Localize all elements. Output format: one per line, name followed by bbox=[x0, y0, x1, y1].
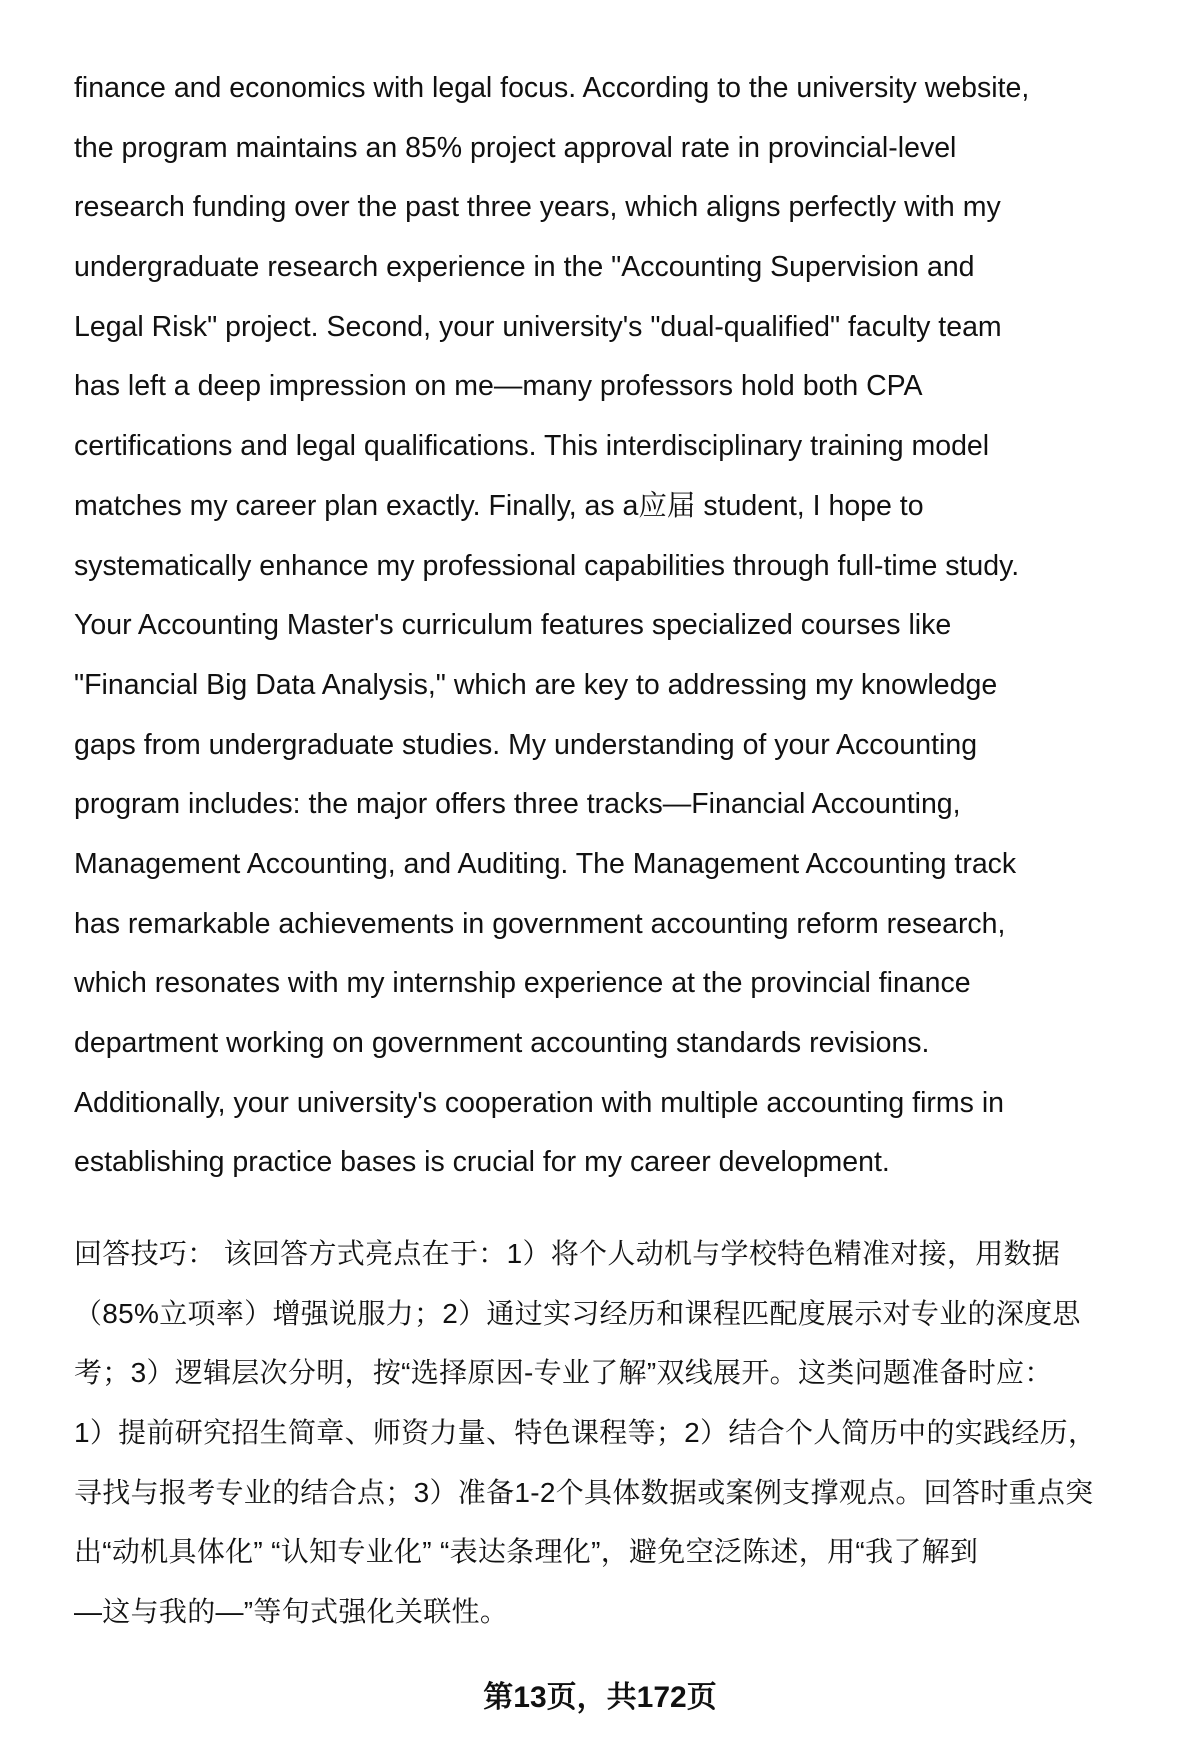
text-line: research funding over the past three years, which aligns perfectly with my bbox=[74, 191, 1001, 224]
text-line: —这与我的—”等句式强化关联性。 bbox=[74, 1596, 509, 1628]
text-line: which resonates with my internship experience at the provincial finance bbox=[74, 967, 971, 1000]
answer-tips-paragraph bbox=[74, 1224, 1184, 1642]
text-line: 出“动机具体化” “认知专业化” “表达条理化”，避免空泛陈述，用“我了解到 bbox=[74, 1536, 979, 1568]
text-line: program includes: the major offers three tracks—Financial Accounting, bbox=[74, 788, 961, 821]
text-line: matches my career plan exactly. Finally, as a应届 student, I hope to bbox=[74, 489, 924, 522]
text-line: Legal Risk" project. Second, your university's "dual-qualified" faculty team bbox=[74, 310, 1002, 343]
text-line: has remarkable achievements in government accounting reform research, bbox=[74, 907, 1006, 940]
body-paragraph bbox=[74, 59, 1184, 1193]
text-line: Your Accounting Master's curriculum features specialized courses like bbox=[74, 609, 952, 642]
text-line: department working on government accounting standards revisions. bbox=[74, 1027, 930, 1059]
text-line: 1）提前研究招生简章、师资力量、特色课程等；2）结合个人简历中的实践经历， bbox=[74, 1417, 1097, 1449]
text-line: the program maintains an 85% project approval rate in provincial-level bbox=[74, 131, 957, 164]
text-line: has left a deep impression on me—many professors hold both CPA bbox=[74, 370, 923, 403]
text-line: Management Accounting, and Auditing. The Management Accounting track bbox=[74, 847, 1017, 880]
text-line: 考；3）逻辑层次分明，按“选择原因-专业了解”双线展开。这类问题准备时应： bbox=[74, 1357, 1053, 1389]
text-line: systematically enhance my professional capabilities through full-time study. bbox=[74, 549, 1020, 582]
text-line: gaps from undergraduate studies. My understanding of your Accounting bbox=[74, 728, 978, 761]
text-line: （85%立项率）增强说服力；2）通过实习经历和课程匹配度展示对专业的深度思 bbox=[74, 1297, 1081, 1329]
text-line: "Financial Big Data Analysis," which are key to addressing my knowledge bbox=[74, 668, 998, 701]
page-number: 第13页，共172页 bbox=[483, 1681, 717, 1714]
text-line: 回答技巧： 该回答方式亮点在于：1）将个人动机与学校特色精准对接，用数据 bbox=[74, 1238, 1061, 1269]
text-line: establishing practice bases is crucial for my career development. bbox=[74, 1146, 890, 1179]
text-line: Additionally, your university's cooperation with multiple accounting firms in bbox=[74, 1086, 1005, 1119]
text-line: 寻找与报考专业的结合点；3）准备1-2个具体数据或案例支撑观点。回答时重点突 bbox=[74, 1476, 1094, 1508]
text-line: finance and economics with legal focus. According to the university website, bbox=[74, 72, 1030, 104]
text-line: undergraduate research experience in the "Accounting Supervision and bbox=[74, 251, 975, 284]
text-line: certifications and legal qualifications. This interdisciplinary training model bbox=[74, 430, 990, 463]
